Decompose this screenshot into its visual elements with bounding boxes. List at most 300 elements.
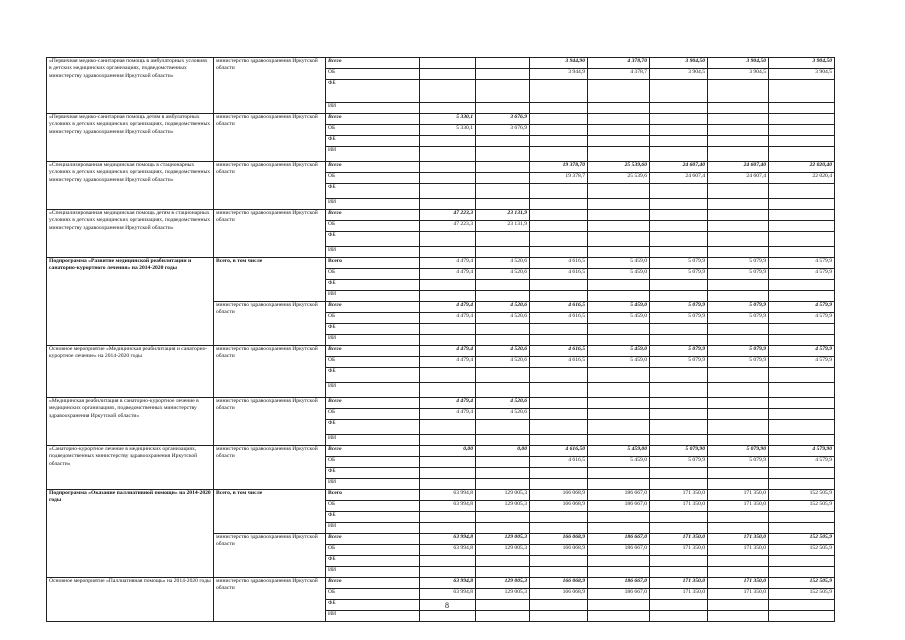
- table-cell: [650, 512, 708, 523]
- table-cell: 4 616,5: [530, 457, 588, 468]
- table-cell: 5 079,9: [708, 346, 769, 357]
- table-cell: [476, 247, 530, 258]
- table-cell: 3 944,9: [530, 69, 588, 80]
- table-cell: 186 667,0: [588, 545, 650, 556]
- table-cell: 5 079,9: [708, 357, 769, 368]
- table-cell: ФБ: [326, 600, 420, 611]
- table-cell: ФБ: [326, 184, 420, 199]
- table-cell: 4 520,6: [476, 409, 530, 420]
- table-cell: ФБ: [326, 420, 420, 435]
- table-cell: [420, 147, 476, 162]
- table-cell: [530, 512, 588, 523]
- table-cell: [588, 523, 650, 534]
- table-cell: ИИ: [326, 523, 420, 534]
- table-cell: 47 223,3: [420, 221, 476, 232]
- table-cell: Всего: [326, 578, 420, 589]
- funding-table: [46, 57, 835, 622]
- table-cell: 166 068,9: [530, 545, 588, 556]
- table-cell: 4 616,5: [530, 313, 588, 324]
- table-cell: 5 459,0: [588, 357, 650, 368]
- table-cell: 152 505,9: [769, 545, 835, 556]
- table-cell: Подпрограмма «Развитие медицинской реабилитации и санаторно-курортного лечения» на 2014-2020 годы: [47, 258, 214, 346]
- table-cell: [530, 409, 588, 420]
- table-cell: 3 904,50: [708, 58, 769, 69]
- table-cell: 23 131,9: [476, 221, 530, 232]
- table-cell: [530, 600, 588, 611]
- table-row: [47, 210, 835, 221]
- table-cell: ОБ: [326, 545, 420, 556]
- table-cell: [588, 420, 650, 435]
- table-cell: [530, 103, 588, 114]
- table-cell: [650, 611, 708, 622]
- table-cell: [769, 114, 835, 125]
- table-cell: [650, 556, 708, 567]
- table-cell: [420, 232, 476, 247]
- table-cell: Основное мероприятие «Паллиативная помощь» на 2014-2020 годы: [47, 578, 214, 622]
- table-cell: [530, 80, 588, 103]
- table-cell: министерство здравоохранения Иркутской области: [214, 302, 326, 346]
- table-cell: 0,00: [420, 446, 476, 457]
- table-cell: [588, 291, 650, 302]
- table-cell: [420, 58, 476, 69]
- table-cell: 5 079,9: [708, 457, 769, 468]
- table-cell: ОБ: [326, 221, 420, 232]
- table-row: [47, 490, 835, 501]
- table-cell: 4 520,6: [476, 302, 530, 313]
- table-cell: [708, 210, 769, 221]
- table-cell: 63 994,8: [420, 589, 476, 600]
- table-cell: [588, 114, 650, 125]
- table-cell: [588, 468, 650, 479]
- table-cell: [530, 221, 588, 232]
- table-cell: [420, 199, 476, 210]
- table-cell: 5 079,9: [650, 346, 708, 357]
- table-cell: ФБ: [326, 512, 420, 523]
- table-cell: [769, 556, 835, 567]
- table-row: [47, 346, 835, 357]
- table-cell: 4 520,6: [476, 357, 530, 368]
- table-cell: 4 579,9: [769, 357, 835, 368]
- table-cell: [476, 556, 530, 567]
- table-cell: 129 005,3: [476, 578, 530, 589]
- table-cell: [650, 210, 708, 221]
- table-cell: [588, 335, 650, 346]
- table-cell: [476, 147, 530, 162]
- table-cell: 4 616,50: [530, 446, 588, 457]
- table-cell: [650, 103, 708, 114]
- table-cell: [530, 291, 588, 302]
- table-cell: 4 616,5: [530, 269, 588, 280]
- table-cell: министерство здравоохранения Иркутской области: [214, 58, 326, 114]
- table-cell: 171 350,0: [650, 501, 708, 512]
- table-cell: 5 079,90: [708, 446, 769, 457]
- table-row: [47, 114, 835, 125]
- table-cell: 0,00: [476, 446, 530, 457]
- table-cell: [530, 523, 588, 534]
- table-cell: [530, 479, 588, 490]
- table-cell: ОБ: [326, 125, 420, 136]
- table-cell: [588, 600, 650, 611]
- table-cell: 152 505,9: [769, 578, 835, 589]
- table-cell: [476, 291, 530, 302]
- table-cell: 3 904,5: [769, 69, 835, 80]
- table-cell: [530, 114, 588, 125]
- table-row: [47, 258, 835, 269]
- table-cell: Всего: [326, 490, 420, 501]
- table-cell: [420, 567, 476, 578]
- table-cell: ИИ: [326, 567, 420, 578]
- table-cell: ОБ: [326, 501, 420, 512]
- table-cell: [708, 221, 769, 232]
- table-cell: [650, 409, 708, 420]
- table-cell: [708, 184, 769, 199]
- table-cell: [588, 80, 650, 103]
- table-cell: ФБ: [326, 368, 420, 383]
- table-cell: [476, 368, 530, 383]
- table-cell: 5 459,00: [588, 446, 650, 457]
- table-cell: [588, 611, 650, 622]
- table-cell: 63 994,8: [420, 545, 476, 556]
- table-cell: [530, 210, 588, 221]
- table-cell: [588, 147, 650, 162]
- table-cell: 171 350,0: [708, 490, 769, 501]
- table-cell: [420, 80, 476, 103]
- table-cell: 63 994,8: [420, 490, 476, 501]
- table-cell: [650, 247, 708, 258]
- table-cell: Основное мероприятие «Медицинская реабилитация и санаторно-курортное лечение» на 2014-2020 годы: [47, 346, 214, 398]
- table-cell: 166 068,9: [530, 589, 588, 600]
- table-cell: [769, 409, 835, 420]
- table-cell: [476, 468, 530, 479]
- table-cell: [708, 435, 769, 446]
- table-cell: [708, 280, 769, 291]
- table-cell: 186 667,0: [588, 578, 650, 589]
- table-cell: Всего: [326, 210, 420, 221]
- table-cell: [420, 136, 476, 147]
- table-cell: 4 479,4: [420, 269, 476, 280]
- table-cell: 5 459,0: [588, 302, 650, 313]
- table-cell: 4 479,4: [420, 346, 476, 357]
- table-cell: [769, 368, 835, 383]
- table-cell: 4 579,9: [769, 302, 835, 313]
- table-cell: Всего: [326, 302, 420, 313]
- table-cell: 186 667,0: [588, 589, 650, 600]
- table-cell: [420, 69, 476, 80]
- table-cell: 171 350,0: [650, 545, 708, 556]
- table-cell: Всего: [326, 346, 420, 357]
- table-cell: [708, 199, 769, 210]
- table-cell: 171 350,0: [650, 534, 708, 545]
- table-cell: министерство здравоохранения Иркутской области: [214, 210, 326, 258]
- table-cell: [420, 611, 476, 622]
- table-cell: 5 079,9: [650, 302, 708, 313]
- table-cell: «Специализированная медицинская помощь детям в стационарных условиях в детских медицинских организациях, подведомственных министерству здравоохранения Иркутской области»: [47, 210, 214, 258]
- table-cell: [769, 479, 835, 490]
- table-cell: 171 350,0: [650, 490, 708, 501]
- table-cell: [476, 420, 530, 435]
- table-cell: [708, 556, 769, 567]
- table-cell: [769, 184, 835, 199]
- table-cell: 129 005,3: [476, 534, 530, 545]
- table-cell: 3 676,9: [476, 125, 530, 136]
- table-cell: 24 607,40: [650, 162, 708, 173]
- table-cell: [530, 232, 588, 247]
- table-cell: [420, 247, 476, 258]
- table-cell: ИИ: [326, 147, 420, 162]
- table-cell: 4 616,5: [530, 302, 588, 313]
- table-cell: ИИ: [326, 335, 420, 346]
- table-cell: «Первичная медико-санитарная помощь детям в амбулаторных условиях в детских медицинских организациях, подведомственных министерству здравоохранения Иркутской области»: [47, 114, 214, 162]
- table-cell: [476, 611, 530, 622]
- table-cell: [769, 280, 835, 291]
- table-cell: [708, 232, 769, 247]
- table-cell: 5 079,9: [650, 258, 708, 269]
- table-cell: 4 378,70: [588, 58, 650, 69]
- table-cell: [708, 147, 769, 162]
- table-cell: 3 904,50: [650, 58, 708, 69]
- table-cell: [708, 468, 769, 479]
- table-cell: [420, 512, 476, 523]
- table-cell: [708, 247, 769, 258]
- table-cell: [476, 199, 530, 210]
- page-number: 8: [445, 601, 449, 610]
- table-cell: 152 505,9: [769, 501, 835, 512]
- table-cell: [588, 368, 650, 383]
- table-cell: 171 350,0: [708, 501, 769, 512]
- table-cell: [769, 210, 835, 221]
- table-cell: 5 079,9: [650, 457, 708, 468]
- table-row: [47, 162, 835, 173]
- table-cell: ОБ: [326, 357, 420, 368]
- table-cell: 4 520,6: [476, 269, 530, 280]
- table-cell: ФБ: [326, 80, 420, 103]
- table-cell: 4 579,9: [769, 457, 835, 468]
- table-cell: [650, 567, 708, 578]
- table-cell: [650, 523, 708, 534]
- table-cell: [769, 523, 835, 534]
- table-cell: [588, 247, 650, 258]
- table-cell: [420, 184, 476, 199]
- table-cell: [708, 114, 769, 125]
- table-cell: 5 079,9: [708, 313, 769, 324]
- table-cell: [769, 335, 835, 346]
- table-cell: 186 667,0: [588, 490, 650, 501]
- table-cell: 63 994,8: [420, 501, 476, 512]
- table-cell: [530, 383, 588, 398]
- table-cell: 166 068,9: [530, 501, 588, 512]
- table-cell: [530, 280, 588, 291]
- table-cell: [588, 556, 650, 567]
- table-cell: 3 904,5: [708, 69, 769, 80]
- table-cell: [530, 247, 588, 258]
- table-cell: [769, 567, 835, 578]
- table-cell: 23 131,9: [476, 210, 530, 221]
- table-cell: 171 350,0: [708, 545, 769, 556]
- funding-table-body: [47, 58, 835, 622]
- table-cell: 5 079,9: [708, 302, 769, 313]
- table-cell: [476, 232, 530, 247]
- table-cell: «Первичная медико-санитарная помощь в амбулаторных условиях в детских медицинских организациях, подведомственных министерству здравоохранения Иркутской области»: [47, 58, 214, 114]
- table-cell: 4 479,4: [420, 409, 476, 420]
- table-cell: 3 676,9: [476, 114, 530, 125]
- table-cell: [708, 136, 769, 147]
- table-cell: ОБ: [326, 173, 420, 184]
- table-cell: [476, 600, 530, 611]
- table-cell: 171 350,0: [650, 578, 708, 589]
- table-cell: Всего: [326, 446, 420, 457]
- table-cell: [420, 280, 476, 291]
- table-cell: 4 579,9: [769, 269, 835, 280]
- table-cell: [588, 210, 650, 221]
- table-cell: [588, 232, 650, 247]
- table-cell: министерство здравоохранения Иркутской области: [214, 534, 326, 578]
- table-cell: Всего, в том числе: [214, 490, 326, 534]
- table-cell: 3 904,5: [650, 69, 708, 80]
- table-cell: [650, 125, 708, 136]
- table-cell: 5 459,0: [588, 258, 650, 269]
- table-cell: 5 079,90: [650, 446, 708, 457]
- table-cell: 5 079,9: [650, 313, 708, 324]
- table-cell: ИИ: [326, 479, 420, 490]
- table-cell: [708, 409, 769, 420]
- table-cell: [420, 368, 476, 383]
- table-cell: ОБ: [326, 409, 420, 420]
- table-cell: [476, 184, 530, 199]
- table-cell: [476, 523, 530, 534]
- table-cell: [708, 335, 769, 346]
- table-cell: ИИ: [326, 291, 420, 302]
- table-cell: [420, 291, 476, 302]
- table-cell: 4 378,7: [588, 69, 650, 80]
- table-cell: 22 020,4: [769, 173, 835, 184]
- table-cell: [650, 398, 708, 409]
- table-cell: 5 330,1: [420, 125, 476, 136]
- table-cell: «Санаторно-курортное лечение в медицинских организациях, подведомственных министерству здравоохранения Иркутской области»: [47, 446, 214, 490]
- table-cell: 4 616,5: [530, 258, 588, 269]
- table-cell: [650, 184, 708, 199]
- table-cell: 166 068,9: [530, 578, 588, 589]
- table-cell: [769, 221, 835, 232]
- table-cell: [708, 523, 769, 534]
- table-cell: 25 539,60: [588, 162, 650, 173]
- table-cell: [708, 479, 769, 490]
- table-cell: 4 579,9: [769, 313, 835, 324]
- table-cell: [769, 199, 835, 210]
- table-cell: [650, 232, 708, 247]
- table-cell: [588, 512, 650, 523]
- table-cell: 5 459,0: [588, 313, 650, 324]
- table-cell: 4 579,90: [769, 446, 835, 457]
- table-cell: 19 378,70: [530, 162, 588, 173]
- table-cell: 5 330,1: [420, 114, 476, 125]
- table-cell: [708, 103, 769, 114]
- table-cell: [650, 600, 708, 611]
- table-cell: 4 579,9: [769, 258, 835, 269]
- table-cell: 4 520,6: [476, 258, 530, 269]
- table-cell: [650, 479, 708, 490]
- table-cell: 4 479,4: [420, 313, 476, 324]
- table-cell: [769, 398, 835, 409]
- table-cell: [530, 398, 588, 409]
- table-cell: [588, 479, 650, 490]
- table-cell: [530, 567, 588, 578]
- table-cell: 4 520,6: [476, 398, 530, 409]
- table-cell: [650, 199, 708, 210]
- table-cell: [420, 479, 476, 490]
- table-cell: Всего: [326, 58, 420, 69]
- table-cell: [588, 280, 650, 291]
- table-cell: 5 459,0: [588, 346, 650, 357]
- table-cell: ОБ: [326, 457, 420, 468]
- table-cell: [708, 600, 769, 611]
- table-cell: ИИ: [326, 103, 420, 114]
- table-cell: ФБ: [326, 280, 420, 291]
- table-cell: ИИ: [326, 199, 420, 210]
- table-cell: [588, 383, 650, 398]
- table-cell: [588, 199, 650, 210]
- table-cell: [650, 114, 708, 125]
- table-cell: [650, 420, 708, 435]
- table-cell: [420, 173, 476, 184]
- table-cell: [420, 162, 476, 173]
- table-cell: [530, 147, 588, 162]
- table-cell: [420, 435, 476, 446]
- table-cell: [420, 556, 476, 567]
- table-cell: [650, 80, 708, 103]
- table-cell: 171 350,0: [708, 578, 769, 589]
- table-cell: ИИ: [326, 383, 420, 398]
- table-cell: 4 520,6: [476, 346, 530, 357]
- table-cell: 186 667,0: [588, 534, 650, 545]
- table-cell: [530, 468, 588, 479]
- table-cell: [420, 523, 476, 534]
- table-cell: 5 079,9: [650, 357, 708, 368]
- table-cell: 152 505,9: [769, 589, 835, 600]
- table-cell: [476, 58, 530, 69]
- table-cell: ОБ: [326, 269, 420, 280]
- table-cell: [476, 69, 530, 80]
- table-cell: [530, 556, 588, 567]
- table-cell: ОБ: [326, 313, 420, 324]
- table-cell: [476, 80, 530, 103]
- table-cell: [420, 103, 476, 114]
- table-cell: ФБ: [326, 136, 420, 147]
- table-cell: [530, 324, 588, 335]
- table-cell: [650, 280, 708, 291]
- table-cell: [476, 512, 530, 523]
- table-cell: [769, 611, 835, 622]
- table-cell: 166 068,9: [530, 490, 588, 501]
- table-cell: [530, 184, 588, 199]
- table-cell: 4 479,4: [420, 302, 476, 313]
- table-cell: [650, 147, 708, 162]
- table-cell: 3 944,90: [530, 58, 588, 69]
- table-cell: [769, 512, 835, 523]
- table-cell: министерство здравоохранения Иркутской области: [214, 162, 326, 210]
- table-cell: [588, 435, 650, 446]
- table-row: [47, 578, 835, 589]
- table-cell: [588, 398, 650, 409]
- table-row: [47, 398, 835, 409]
- table-cell: 4 479,4: [420, 258, 476, 269]
- table-cell: [420, 324, 476, 335]
- table-cell: [588, 103, 650, 114]
- table-cell: [420, 383, 476, 398]
- table-cell: [769, 232, 835, 247]
- table-cell: [708, 291, 769, 302]
- table-cell: [530, 125, 588, 136]
- table-cell: «Специализированная медицинская помощь в стационарных условиях в детских медицинских организациях, подведомственных министерству здравоохранения Иркутской области»: [47, 162, 214, 210]
